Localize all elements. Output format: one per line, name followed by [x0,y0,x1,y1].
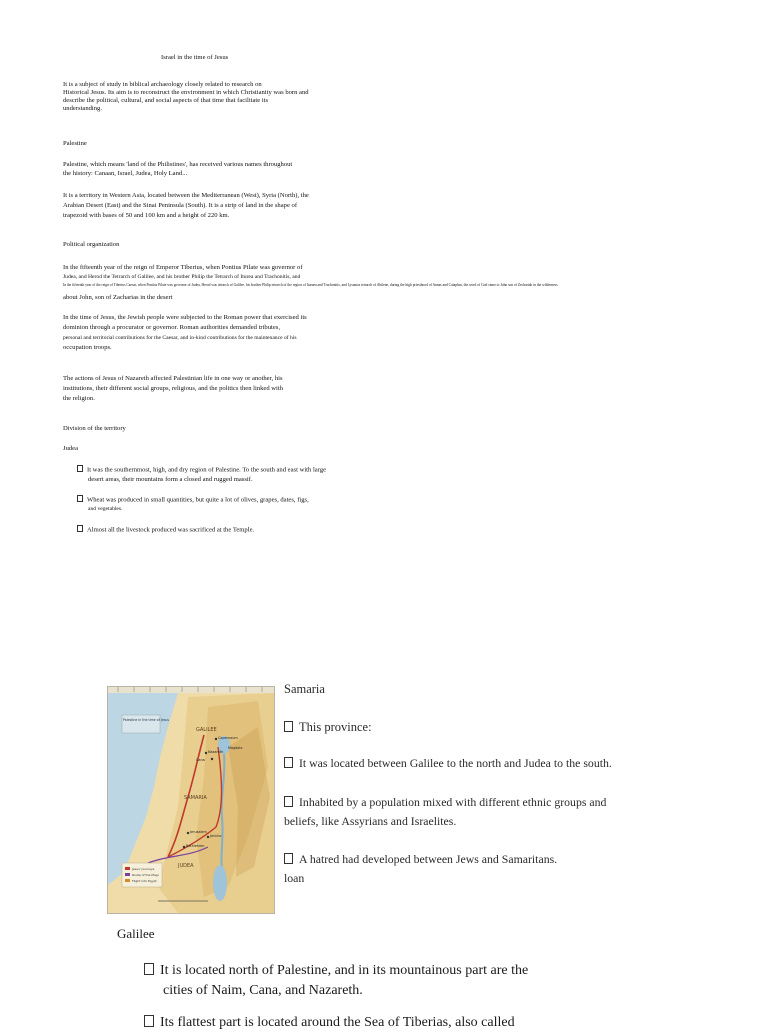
text-line: In the time of Jesus, the Jewish people were subjected to the Roman power that exercised its [63,314,307,321]
bullet-text: Its flattest part is located around the Sea of Tiberias, also called [160,1015,515,1030]
political-heading: Political organization [63,241,120,248]
bullet-text-continued: and vegetables. [88,505,123,512]
political-paragraph-1 [63,263,303,282]
checkbox-glyph-icon [77,495,83,502]
text-line: personal and territorial contributions for the Caesar, and in-kind contributions for the maintenance of his [63,335,297,341]
bullet-text-continued: loan [284,871,305,885]
text-line: The actions of Jesus of Nazareth affected Palestinian life in one way or another, his [63,375,283,382]
bullet-text-continued: beliefs, like Assyrians and Israelites. [284,814,457,828]
samaria-lead [284,719,372,735]
intro-paragraph [63,80,309,114]
palestine-paragraph-1 [63,160,292,179]
checkbox-glyph-icon [284,853,293,864]
judea-bullet-3 [77,525,254,535]
division-heading: Division of the territory [63,425,126,432]
map-title-label: Palestine in the time of Jesus [123,718,170,722]
bullet-text: It is located north of Palestine, and in its mountainous part are the [160,963,529,978]
text-line: describe the political, cultural, and social aspects of that time that facilitate its [63,97,269,104]
checkbox-glyph-icon [144,1015,154,1027]
samaria-bullet-2 [284,793,606,831]
map-label-magdala: Magdala [228,746,243,750]
palestine-paragraph-2 [63,191,309,221]
map-label-jericho: Jericho [210,834,222,838]
palestine-map-image [107,686,275,914]
samaria-bullet-3 [284,850,557,888]
judea-heading: Judea [63,445,79,452]
bullet-text: Almost all the livestock produced was sacrificed at the Temple. [87,526,255,534]
bullet-text: Inhabited by a population mixed with different ethnic groups and [299,795,607,809]
text-line: Palestine, which means 'land of the Philistines', has received various names throughout [63,161,293,168]
galilee-bullet-2 [144,1013,515,1033]
bullet-text: It was the southernmost, high, and dry region of Palestine. To the south and east with large [87,466,327,474]
map-label-judea: JUDEA [178,863,194,869]
political-paragraph-1-end: about John, son of Zacharias in the desert [63,294,173,301]
map-legend-item: Flight into Egypt [132,879,157,883]
map-legend-item: Jesus' journeys [132,867,155,871]
text-line: In the fifteenth year of the reign of Emperor Tiberius, when Pontius Pilate was governor of [63,264,303,271]
map-label-bethlehem: Bethlehem [186,844,205,848]
bullet-text: This province: [299,720,372,734]
text-line: institutions, their different social groups, religious, and the politics then linked with [63,385,284,392]
map-drawing [108,687,274,913]
bullet-text: A hatred had developed between Jews and Samaritans. [299,852,558,866]
checkbox-glyph-icon [284,721,293,732]
bullet-text: It was located between Galilee to the north and Judea to the south. [299,756,612,770]
checkbox-glyph-icon [77,465,83,472]
map-label-galilee: GALILEE [196,727,217,733]
text-line: Judea, and Herod the Tetrarch of Galilee, and his brother Philip the Tetrarch of Iturea and Trachonitis, and [63,274,301,280]
map-legend-item: Route of the Magi [132,873,159,877]
map-label-cana: Cana [196,758,205,762]
galilee-bullet-1 [144,961,528,1001]
text-line: It is a subject of study in biblical archaeology closely related to research on [63,81,262,88]
judea-bullet-1 [77,465,326,484]
bullet-text-continued: desert areas, their mountains form a closed and rugged massif. [88,475,253,483]
checkbox-glyph-icon [77,525,83,532]
checkbox-glyph-icon [144,963,154,975]
galilee-heading: Galilee [117,926,155,941]
text-line: the history: Canaan, Israel, Judea, Holy Land... [63,170,188,177]
text-line: It is a territory in Western Asia, located between the Mediterranean (West), Syria (North), the [63,192,309,199]
political-paragraph-2 [63,313,307,353]
checkbox-glyph-icon [284,796,293,807]
text-line: the religion. [63,395,95,402]
judea-bullet-2 [77,495,309,514]
samaria-heading: Samaria [284,682,325,696]
bullet-text-continued: cities of Naim, Cana, and Nazareth. [163,983,363,998]
map-label-jerusalem: Jerusalem [190,830,207,834]
map-label-samaria: SAMARIA [184,795,207,801]
tiny-footnote-line: In the fifteenth year of the reign of Tiberius Caesar, when Pontius Pilate was governor of Judea, Herod was tetrarch of Galilee, his brother Philip tetrarch of the region of Ituraea and Trachonitis, and Lysanias tetrarch of Abilene, during the high priesthood of Annas and Caiaphas, the word of God came to John son of Zechariah in the wilderness. [63,283,559,287]
map-label-capernaum: Capernaum [218,736,238,740]
document-title: Israel in the time of Jesus [161,54,229,61]
map-label-nazareth: Nazareth [208,750,224,754]
text-line: understanding. [63,105,103,112]
palestine-heading: Palestine [63,140,87,147]
text-line: trapezoid with bases of 50 and 100 km and a height of 220 km. [63,212,230,219]
political-paragraph-3 [63,374,283,404]
text-line: Historical Jesus. Its aim is to reconstruct the environment in which Christianity was born and [63,89,309,96]
bullet-text: Wheat was produced in small quantities, but quite a lot of olives, grapes, dates, figs, [87,496,309,504]
text-line: Arabian Desert (East) and the Sinai Peninsula (South). It is a strip of land in the shape of [63,202,298,209]
text-line: dominion through a procurator or governor. Roman authorities demanded tributes, [63,324,280,331]
checkbox-glyph-icon [284,757,293,768]
samaria-bullet-1 [284,755,612,771]
text-line: occupation troops. [63,344,112,351]
